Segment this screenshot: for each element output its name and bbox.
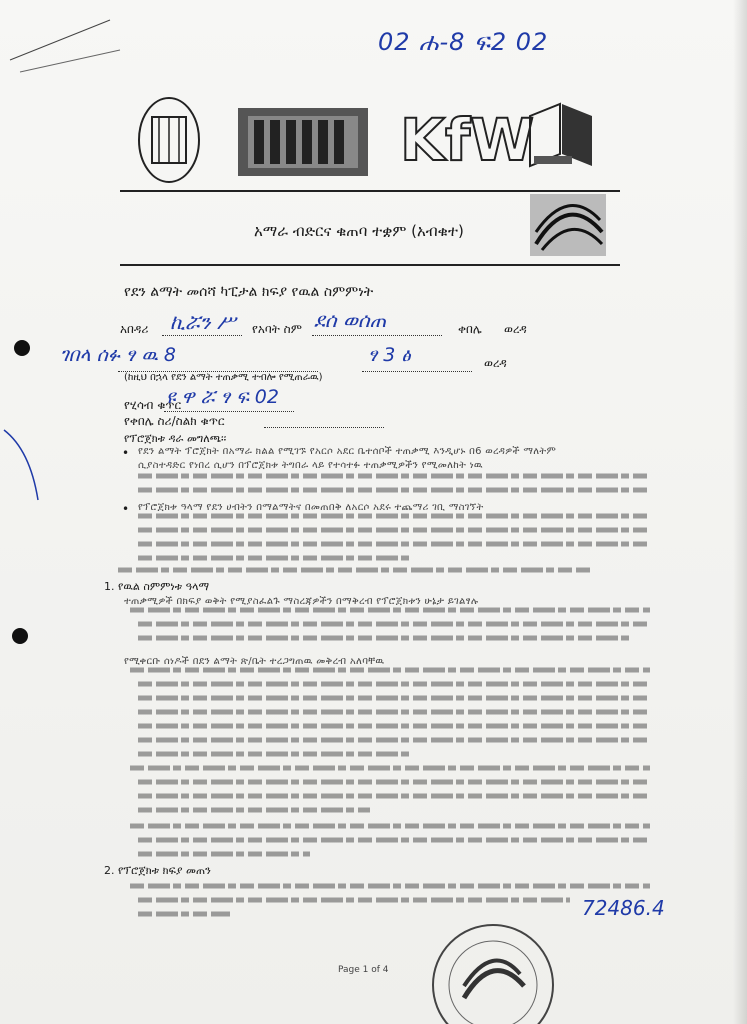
account-label: የሂሳብ ቁጥር bbox=[124, 398, 182, 412]
top-handwritten-note: 02 ሐ-8 ፍ2 02 bbox=[378, 28, 549, 56]
section-intro: የፕሮጀክቱ ዳራ መግለጫ፡፡ bbox=[124, 432, 227, 445]
punch-hole-top bbox=[14, 340, 30, 356]
scan-edge bbox=[733, 0, 747, 1024]
paragraph-2: ሲያስተዳድር የነበረ ሲሆን በፕሮጀክቱ ትግበራ ላይ የተሳተፉ ተጠቃሚዎችን የሚመለከት ነዉ bbox=[138, 460, 483, 471]
paragraph-1: የደን ልማት ፕሮጀክት በአማራ ክልል የሚገኙ የአርሶ አደር ቤተሰቦች ተጠቃሚ እንዲሆኑ በ6 ወረዳዎች ማለትም bbox=[138, 446, 557, 457]
father-underline bbox=[312, 334, 442, 336]
father-value: ደሰ ወሰጠ bbox=[314, 308, 387, 332]
bullet-2: • bbox=[122, 502, 130, 516]
code-underline bbox=[362, 370, 472, 372]
kfw-logo-icon bbox=[398, 98, 535, 178]
book-logo-icon bbox=[526, 96, 598, 176]
woreda-label: ወረዳ bbox=[484, 356, 507, 370]
beneficiary-note: (ከዚህ በኋላ የደን ልማት ተጠቃሚ ተብሎ የሚጠራዉ) bbox=[124, 372, 323, 383]
acsi-logo-icon bbox=[528, 192, 608, 258]
father-label: የአባት ስም bbox=[252, 322, 302, 336]
paragraph-4: ተጠቃሚዎች በክፍያ ወቅት የሚያስፈልጉ ማስረጃዎችን በማቅረብ የፕሮጀክቱን ሁኔታ ይገልፃሉ bbox=[124, 596, 479, 607]
building-logo-icon bbox=[236, 102, 371, 180]
phone-label: የቀበሌ ስሪ/ስልክ ቁጥር bbox=[124, 414, 225, 428]
account-value: ዩ ዋ ሯ ፃ ፍ 02 bbox=[166, 386, 279, 408]
paragraph-3: የፕሮጀክቱ ዓላማ የደን ሀብትን በማልማትና በመጠበቅ ለአርሶ አደሩ ተጨማሪ ገቢ ማስገኘት bbox=[138, 502, 484, 513]
account-underline bbox=[164, 410, 294, 412]
section-1-heading: 1. የዉል ስምምነቱ ዓላማ bbox=[104, 580, 210, 593]
name-label: አበዳሪ bbox=[120, 322, 149, 336]
organization-title: አማራ ብድርና ቁጠባ ተቋም (አብቁተ) bbox=[254, 222, 464, 240]
section-2-heading: 2. የፕሮጀክቱ ክፍያ መጠን bbox=[104, 864, 211, 877]
bullet-1: • bbox=[122, 446, 130, 460]
name-underline bbox=[162, 334, 242, 336]
phone-underline bbox=[264, 426, 384, 428]
punch-hole-bottom bbox=[12, 628, 28, 644]
kebele-suffix: ወረዳ bbox=[504, 322, 527, 336]
signature-line-value: ገበላ ሰፉ ፃ ዉ 8 bbox=[60, 344, 176, 366]
header-rule-bottom bbox=[120, 264, 620, 266]
agreement-title: የደን ልማት መሰሻ ካፒታል ክፍያ የዉል ስምምነት bbox=[124, 284, 374, 300]
code-value: ፃ 3 ፅ bbox=[368, 344, 411, 366]
top-left-scribble bbox=[0, 0, 130, 80]
margin-pen-mark bbox=[0, 400, 50, 510]
ethiopia-emblem-icon bbox=[134, 95, 204, 190]
page-footer: Page 1 of 4 bbox=[338, 965, 389, 975]
paragraph-5: የሚቀርቡ ሰነዶች በደን ልማት ጽ/ቤት ተረጋግጠዉ መቅረብ አለባቸዉ bbox=[124, 656, 385, 667]
header-rule-top bbox=[120, 190, 620, 192]
name-value: ኪሯን ሥ bbox=[170, 310, 236, 334]
svg-text:KfW: KfW bbox=[400, 106, 535, 174]
official-stamp-icon bbox=[428, 920, 558, 1024]
handwritten-amount: 72486.4 bbox=[582, 896, 665, 920]
kebele-label: ቀበሌ bbox=[458, 322, 482, 336]
